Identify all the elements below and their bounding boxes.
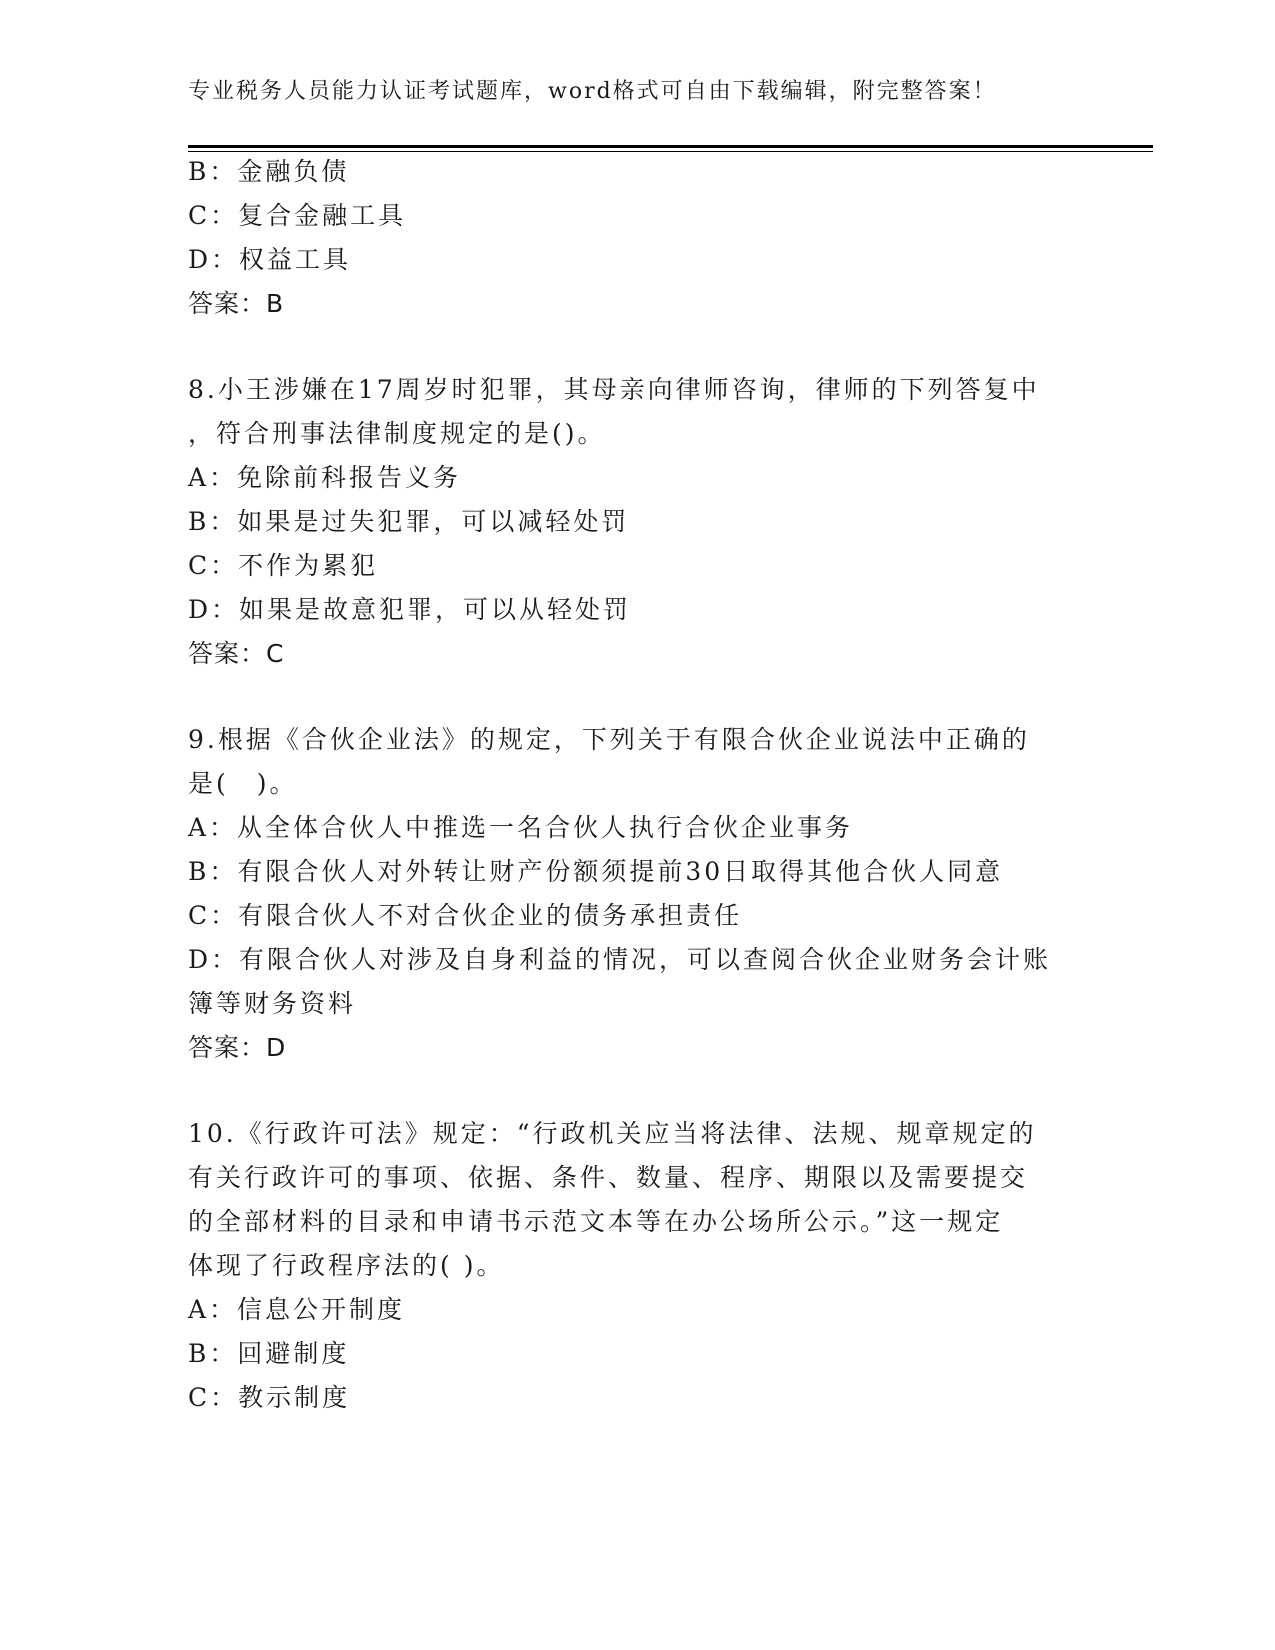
prev-option-d: D：权益工具 [188,245,352,274]
q8-option-d: D：如果是故意犯罪，可以从轻处罚 [188,595,632,624]
q8-stem-line-2: ，符合刑事法律制度规定的是()。 [188,419,606,448]
q9-answer: 答案：D [188,1033,287,1062]
q8-option-a: A：免除前科报告义务 [188,463,462,492]
q8-stem-line-1: 8.小王涉嫌在17周岁时犯罪，其母亲向律师咨询，律师的下列答复中 [188,375,1040,404]
page-header: 专业税务人员能力认证考试题库，word格式可自由下载编辑，附完整答案！ [188,79,997,104]
prev-option-c: C：复合金融工具 [188,201,407,230]
header-rule-thick [188,145,1153,148]
q10-stem-line-2: 有关行政许可的事项、依据、条件、数量、程序、期限以及需要提交 [188,1163,1029,1192]
q10-stem-line-3: 的全部材料的目录和申请书示范文本等在办公场所公示。”这一规定 [188,1207,1004,1236]
prev-option-b: B：金融负债 [188,157,350,186]
q9-option-c: C：有限合伙人不对合伙企业的债务承担责任 [188,901,743,930]
q10-stem-line-1: 10.《行政许可法》规定：“行政机关应当将法律、法规、规章规定的 [188,1119,1037,1148]
q9-option-d-line-1: D：有限合伙人对涉及自身利益的情况，可以查阅合伙企业财务会计账 [188,945,1052,974]
q8-option-c: C：不作为累犯 [188,551,379,580]
q8-answer: 答案：C [188,639,285,668]
q9-stem-line-1: 9.根据《合伙企业法》的规定，下列关于有限合伙企业说法中正确的 [188,725,1030,754]
q9-stem-line-2: 是( )。 [188,769,298,798]
q10-stem-line-4: 体现了行政程序法的( )。 [188,1251,505,1280]
q10-option-b: B：回避制度 [188,1339,350,1368]
q10-option-c: C：教示制度 [188,1383,351,1412]
q9-option-d-line-2: 簿等财务资料 [188,989,357,1018]
q8-option-b: B：如果是过失犯罪，可以减轻处罚 [188,507,630,536]
q10-option-a: A：信息公开制度 [188,1295,406,1324]
prev-answer: 答案：B [188,289,285,318]
q9-option-b: B：有限合伙人对外转让财产份额须提前30日取得其他合伙人同意 [188,857,1004,886]
header-rule-thin [188,151,1153,152]
q9-option-a: A：从全体合伙人中推选一名合伙人执行合伙企业事务 [188,813,854,842]
